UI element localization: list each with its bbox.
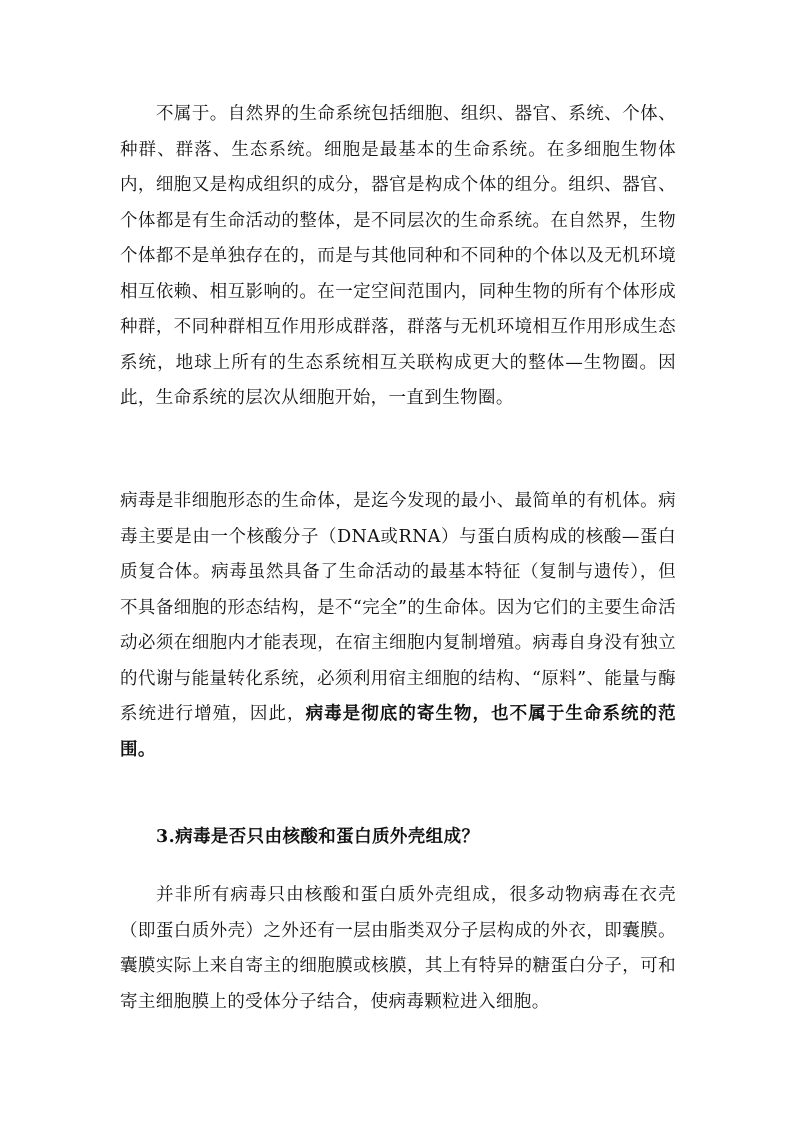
question-heading-3: 3.病毒是否只由核酸和蛋白质外壳组成？ (156, 827, 480, 847)
paragraph-virus-nature-conclusion: 病毒是彻底的寄生物，也不属于生命系统的范围。 (120, 704, 677, 760)
paragraph-virus-nature (120, 484, 676, 768)
paragraph-virus-envelope: 并非所有病毒只由核酸和蛋白质外壳组成，很多动物病毒在衣壳（即蛋白质外壳）之外还有一层由脂类双分子层构成的外衣，即囊膜。囊膜实际上来自寄主的细胞膜或核膜，其上有特异的糖蛋白分子，可和寄主细胞膜上的受体分子结合，使病毒颗粒进入细胞。 (120, 885, 676, 1012)
paragraph-levels-of-life-systems: 不属于。自然界的生命系统包括细胞、组织、器官、系统、个体、种群、群落、生态系统。细胞是最基本的生命系统。在多细胞生物体内，细胞又是构成组织的成分，器官是构成个体的组分。组织、器官、个体都是有生命活动的整体，是不同层次的生命系统。在自然界，生物个体都不是单独存在的，而是与其他同种和不同种的个体以及无机环境相互依赖、相互影响的。在一定空间范围内，同种生物的所有个体形成种群，不同种群相互作用形成群落，群落与无机环境相互作用形成生态系统，地球上所有的生态系统相互关联构成更大的整体—生物圈。因此，生命系统的层次从细胞开始，一直到生物圈。 (120, 104, 676, 408)
paragraph-virus-nature-text: 病毒是非细胞形态的生命体，是迄今发现的最小、最简单的有机体。病毒主要是由一个核酸分子（DNA或RNA）与蛋白质构成的核酸—蛋白质复合体。病毒虽然具备了生命活动的最基本特征（复制与遗传），但不具备细胞的形态结构，是不“完全”的生命体。因为它们的主要生命活动必须在细胞内才能表现，在宿主细胞内复制增殖。病毒自身没有独立的代谢与能量转化系统，必须利用宿主细胞的结构、“原料”、能量与酶系统进行增殖，因此， (120, 491, 676, 724)
